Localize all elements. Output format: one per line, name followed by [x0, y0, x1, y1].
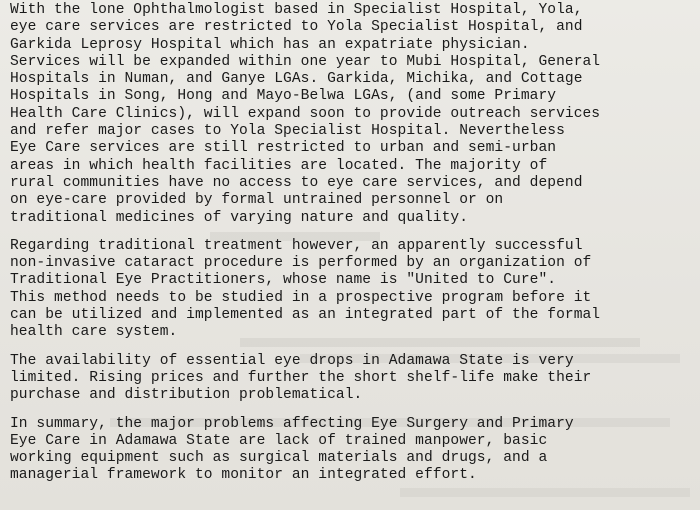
text-line: managerial framework to monitor an integrated effort. [10, 467, 477, 484]
text-line: Eye Care services are still restricted to urban and semi-urban [10, 140, 557, 157]
text-line: With the lone Ophthalmologist based in Specialist Hospital, Yola, [10, 2, 583, 18]
text-line: Health Care Clinics), will expand soon to provide outreach services [10, 105, 601, 122]
text-line: working equipment such as surgical materials and drugs, and a [10, 450, 548, 467]
text-line: on eye-care provided by formal untrained personnel or on [10, 192, 504, 209]
text-line: Traditional Eye Practitioners, whose name is "United to Cure". [10, 272, 557, 289]
text-line: and refer major cases to Yola Specialist Hospital. Nevertheless [10, 123, 565, 140]
paragraph-traditional-treatment [10, 238, 694, 342]
text-line: Hospitals in Song, Hong and Mayo-Belwa LGAs, (and some Primary [10, 88, 557, 105]
text-line: Services will be expanded within one year to Mubi Hospital, General [10, 53, 601, 70]
text-line: Garkida Leprosy Hospital which has an expatriate physician. [10, 36, 530, 53]
text-line: can be utilized and implemented as an integrated part of the formal [10, 307, 601, 324]
text-line: Regarding traditional treatment however, an apparently successful [10, 237, 583, 254]
text-line: health care system. [10, 324, 178, 341]
text-line: The availability of essential eye drops in Adamawa State is very [10, 352, 574, 369]
text-line: purchase and distribution problematical. [10, 387, 363, 404]
text-line: eye care services are restricted to Yola Specialist Hospital, and [10, 19, 583, 36]
text-line: In summary, the major problems affecting Eye Surgery and Primary [10, 415, 574, 432]
paragraph-eye-drops [10, 353, 694, 405]
text-line: traditional medicines of varying nature and quality. [10, 209, 468, 226]
text-line: non-invasive cataract procedure is performed by an organization of [10, 255, 592, 272]
document-body [10, 2, 694, 496]
text-line: Eye Care in Adamawa State are lack of trained manpower, basic [10, 432, 548, 449]
text-line: This method needs to be studied in a prospective program before it [10, 289, 592, 306]
text-line: Hospitals in Numan, and Ganye LGAs. Garkida, Michika, and Cottage [10, 71, 583, 88]
text-line: limited. Rising prices and further the short shelf-life make their [10, 369, 592, 386]
text-line: rural communities have no access to eye care services, and depend [10, 174, 583, 191]
paragraph-summary [10, 416, 694, 485]
paragraph-eye-care-services [10, 2, 694, 227]
text-line: areas in which health facilities are located. The majority of [10, 157, 548, 174]
